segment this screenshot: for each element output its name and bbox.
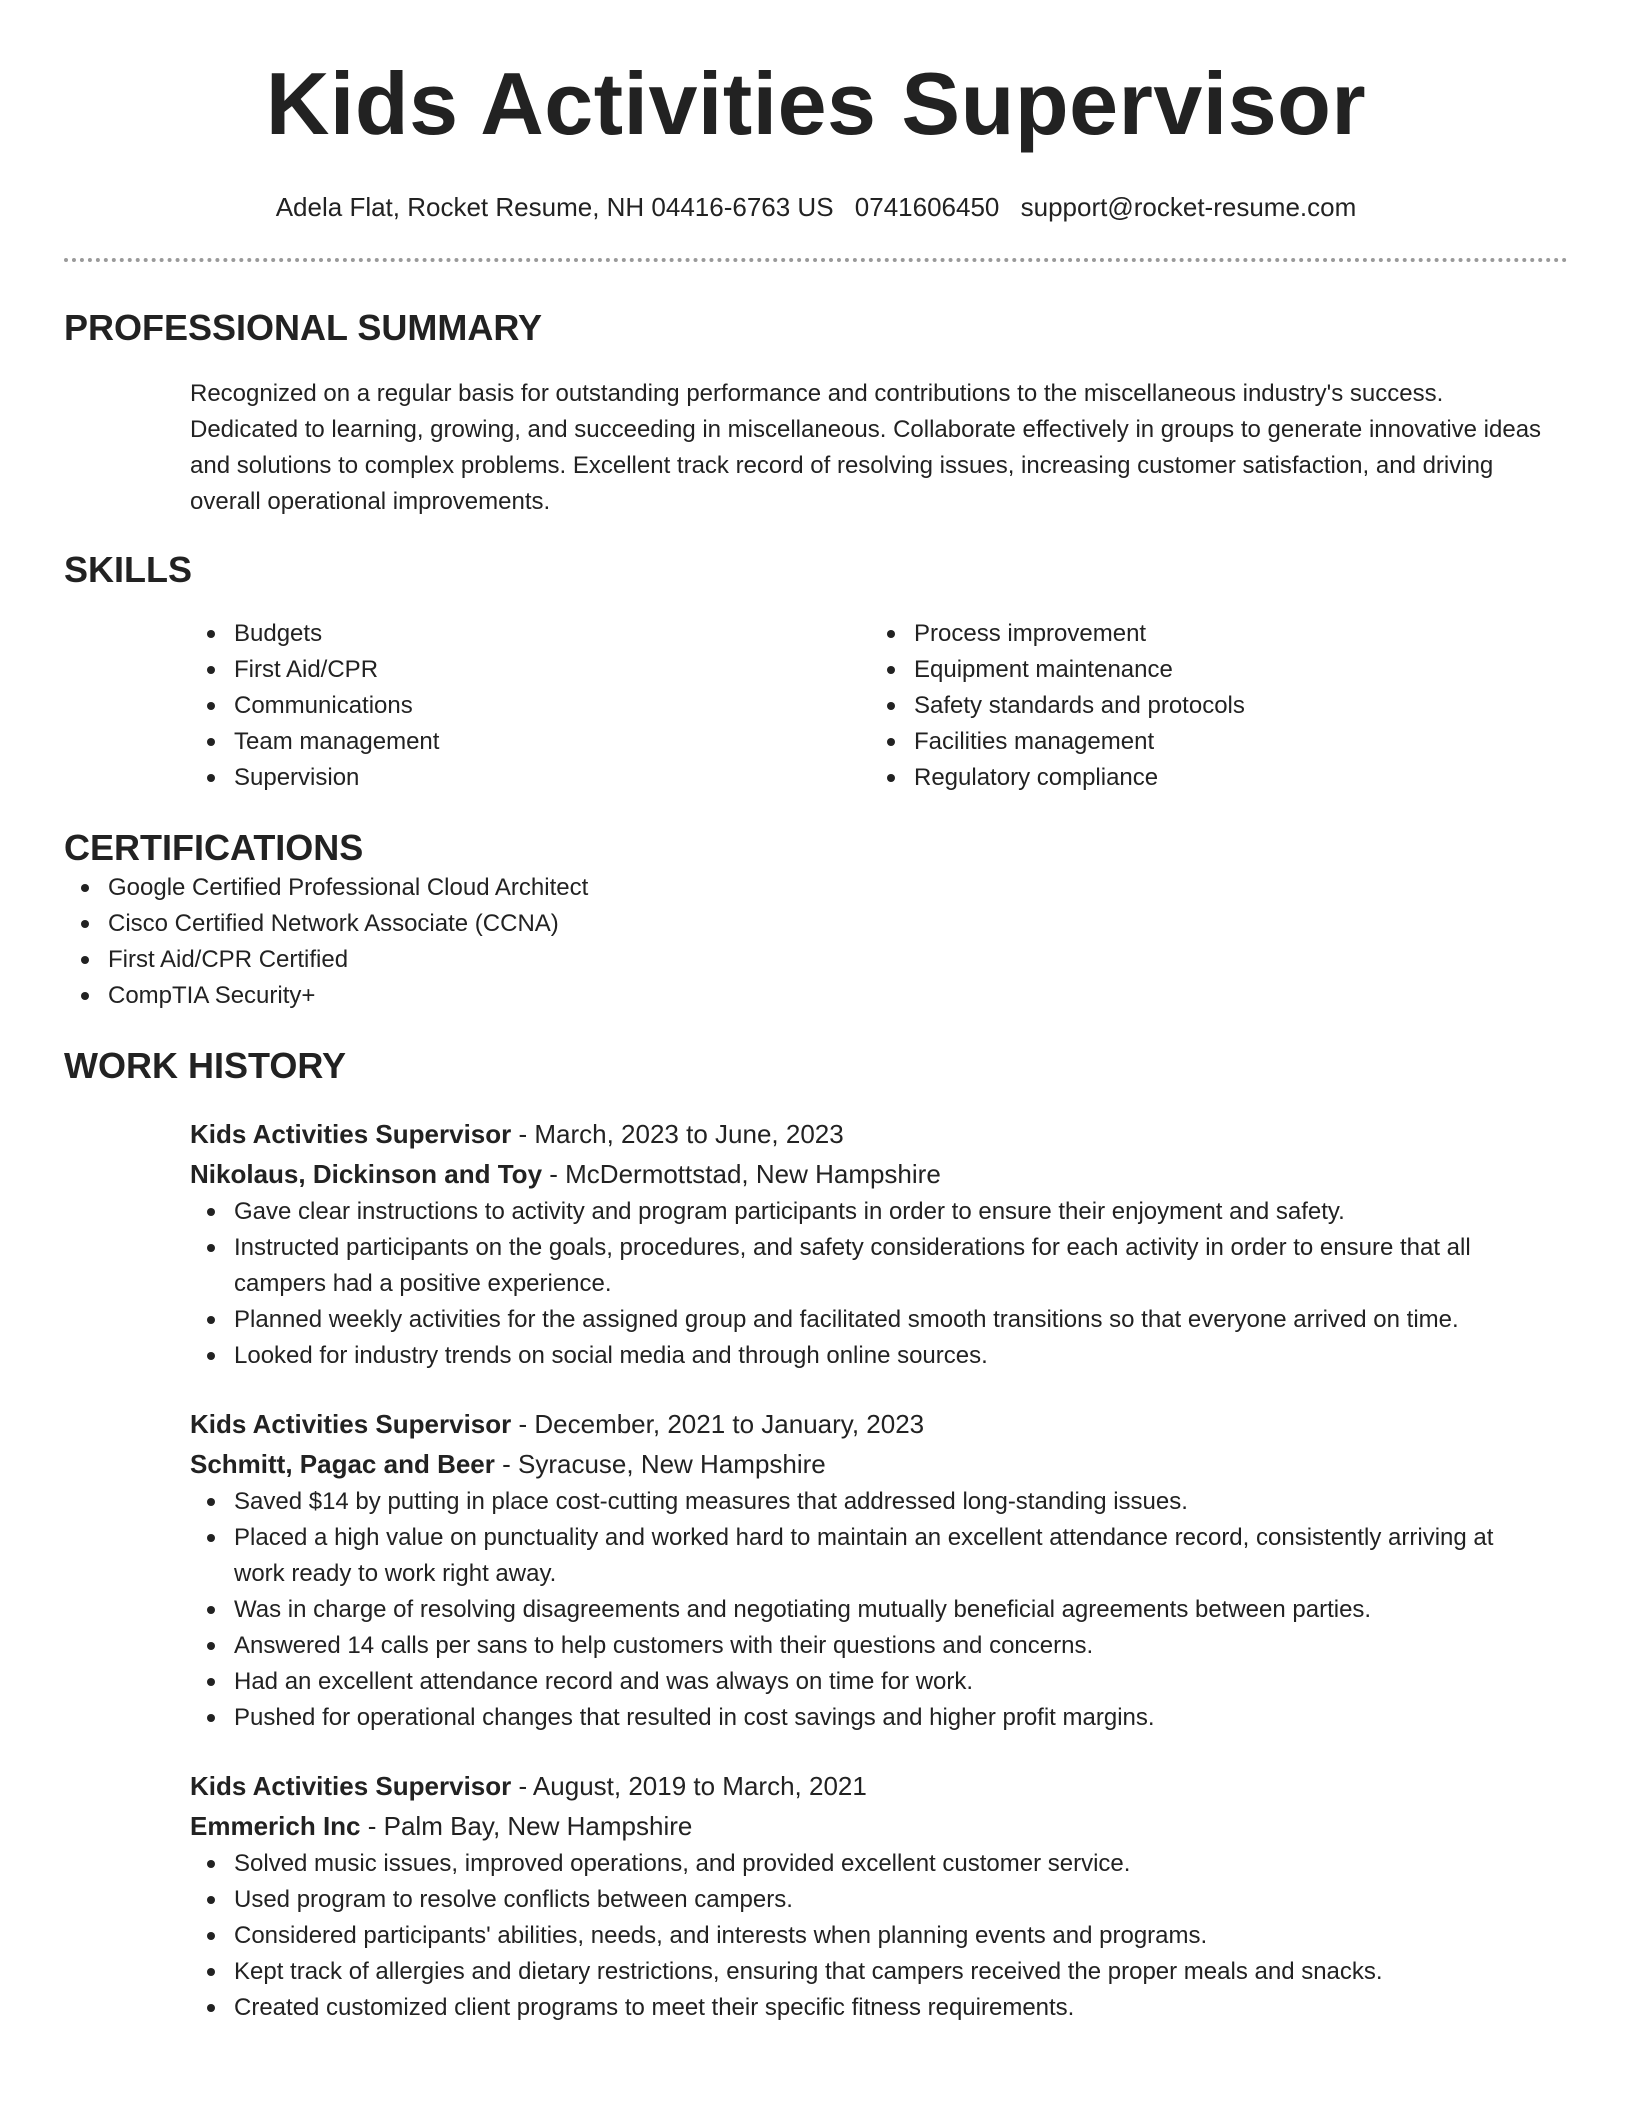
certification-item: Cisco Certified Network Associate (CCNA)	[64, 906, 1568, 942]
job-duty-item: Had an excellent attendance record and was always on time for work.	[190, 1664, 1568, 1700]
section-title-skills: SKILLS	[64, 549, 193, 590]
skill-item: Regulatory compliance	[870, 760, 1550, 796]
job-company-line	[190, 1444, 1568, 1484]
job-entry	[190, 1404, 1568, 1736]
certifications-section	[64, 826, 1568, 1014]
certification-item: Google Certified Professional Cloud Architect	[64, 870, 1568, 906]
job-company: Emmerich Inc	[190, 1811, 361, 1841]
job-duty-item: Was in charge of resolving disagreements and negotiating mutually beneficial agreements between parties.	[190, 1592, 1568, 1628]
skill-item: Budgets	[190, 616, 870, 652]
job-duty-item: Created customized client programs to meet their specific fitness requirements.	[190, 1990, 1568, 2026]
job-dates: - March, 2023 to June, 2023	[511, 1119, 844, 1149]
job-duty-item: Placed a high value on punctuality and worked hard to maintain an excellent attendance record, consistently arriving at work ready to work right away.	[190, 1520, 1568, 1592]
job-title-line	[190, 1114, 1568, 1154]
skill-item: Equipment maintenance	[870, 652, 1550, 688]
contact-line	[64, 190, 1568, 224]
section-title-certifications: CERTIFICATIONS	[64, 827, 364, 868]
job-dates: - August, 2019 to March, 2021	[511, 1771, 867, 1801]
section-title-summary: PROFESSIONAL SUMMARY	[64, 307, 543, 348]
skills-column-left	[190, 616, 870, 796]
job-duty-item: Used program to resolve conflicts between campers.	[190, 1882, 1568, 1918]
skill-item: Communications	[190, 688, 870, 724]
job-duties-list	[190, 1194, 1568, 1374]
skill-item: First Aid/CPR	[190, 652, 870, 688]
job-duties-list	[190, 1484, 1568, 1736]
job-duty-item: Kept track of allergies and dietary restrictions, ensuring that campers received the proper meals and snacks.	[190, 1954, 1568, 1990]
skill-item: Safety standards and protocols	[870, 688, 1550, 724]
job-duty-item: Looked for industry trends on social media and through online sources.	[190, 1338, 1568, 1374]
skills-list-right	[870, 616, 1550, 796]
skill-item: Supervision	[190, 760, 870, 796]
job-duty-item: Considered participants' abilities, needs, and interests when planning events and programs.	[190, 1918, 1568, 1954]
job-role: Kids Activities Supervisor	[190, 1119, 512, 1149]
job-company-line	[190, 1806, 1568, 1846]
skill-item: Process improvement	[870, 616, 1550, 652]
work-history-section	[64, 1044, 1568, 2026]
professional-summary-section	[64, 306, 1568, 520]
section-title-work-history: WORK HISTORY	[64, 1045, 347, 1086]
job-location: - Palm Bay, New Hampshire	[360, 1811, 693, 1841]
contact-email: support@rocket-resume.com	[1020, 192, 1357, 222]
job-duty-item: Saved $14 by putting in place cost-cutting measures that addressed long-standing issues.	[190, 1484, 1568, 1520]
job-title-line	[190, 1766, 1568, 1806]
job-dates: - December, 2021 to January, 2023	[511, 1409, 925, 1439]
job-role: Kids Activities Supervisor	[190, 1409, 512, 1439]
job-location: - Syracuse, New Hampshire	[494, 1449, 826, 1479]
header-divider	[64, 258, 1568, 262]
certifications-list	[64, 870, 1568, 1014]
job-company: Schmitt, Pagac and Beer	[190, 1449, 495, 1479]
job-role: Kids Activities Supervisor	[190, 1771, 512, 1801]
certification-item: CompTIA Security+	[64, 978, 1568, 1014]
job-duty-item: Answered 14 calls per sans to help customers with their questions and concerns.	[190, 1628, 1568, 1664]
job-duty-item: Instructed participants on the goals, procedures, and safety considerations for each activity in order to ensure that all campers had a positive experience.	[190, 1230, 1568, 1302]
skills-columns	[190, 616, 1568, 796]
job-duty-item: Gave clear instructions to activity and program participants in order to ensure their enjoyment and safety.	[190, 1194, 1568, 1230]
job-title-line	[190, 1404, 1568, 1444]
skill-item: Facilities management	[870, 724, 1550, 760]
job-entry	[190, 1766, 1568, 2026]
skills-section	[64, 548, 1568, 796]
job-duty-item: Planned weekly activities for the assigned group and facilitated smooth transitions so that everyone arrived on time.	[190, 1302, 1568, 1338]
contact-phone: 0741606450	[854, 192, 1000, 222]
contact-address: Adela Flat, Rocket Resume, NH 04416-6763 US	[275, 192, 834, 222]
job-company: Nikolaus, Dickinson and Toy	[190, 1159, 543, 1189]
job-entry	[190, 1114, 1568, 1374]
skill-item: Team management	[190, 724, 870, 760]
skills-list-left	[190, 616, 870, 796]
candidate-name: Kids Activities Supervisor	[265, 54, 1367, 153]
job-duty-item: Solved music issues, improved operations, and provided excellent customer service.	[190, 1846, 1568, 1882]
job-company-line	[190, 1154, 1568, 1194]
skills-column-right	[870, 616, 1550, 796]
job-duties-list	[190, 1846, 1568, 2026]
certification-item: First Aid/CPR Certified	[64, 942, 1568, 978]
summary-text: Recognized on a regular basis for outstanding performance and contributions to the miscellaneous industry's success. Dedicated to learning, growing, and succeeding in miscellaneous. Collaborate effectively in groups to generate innovative ideas and solutions to complex problems. Excellent track record of resolving issues, increasing customer satisfaction, and driving overall operational improvements.	[190, 380, 1542, 515]
job-duty-item: Pushed for operational changes that resulted in cost savings and higher profit margins.	[190, 1700, 1568, 1736]
job-location: - McDermottstad, New Hampshire	[542, 1159, 941, 1189]
